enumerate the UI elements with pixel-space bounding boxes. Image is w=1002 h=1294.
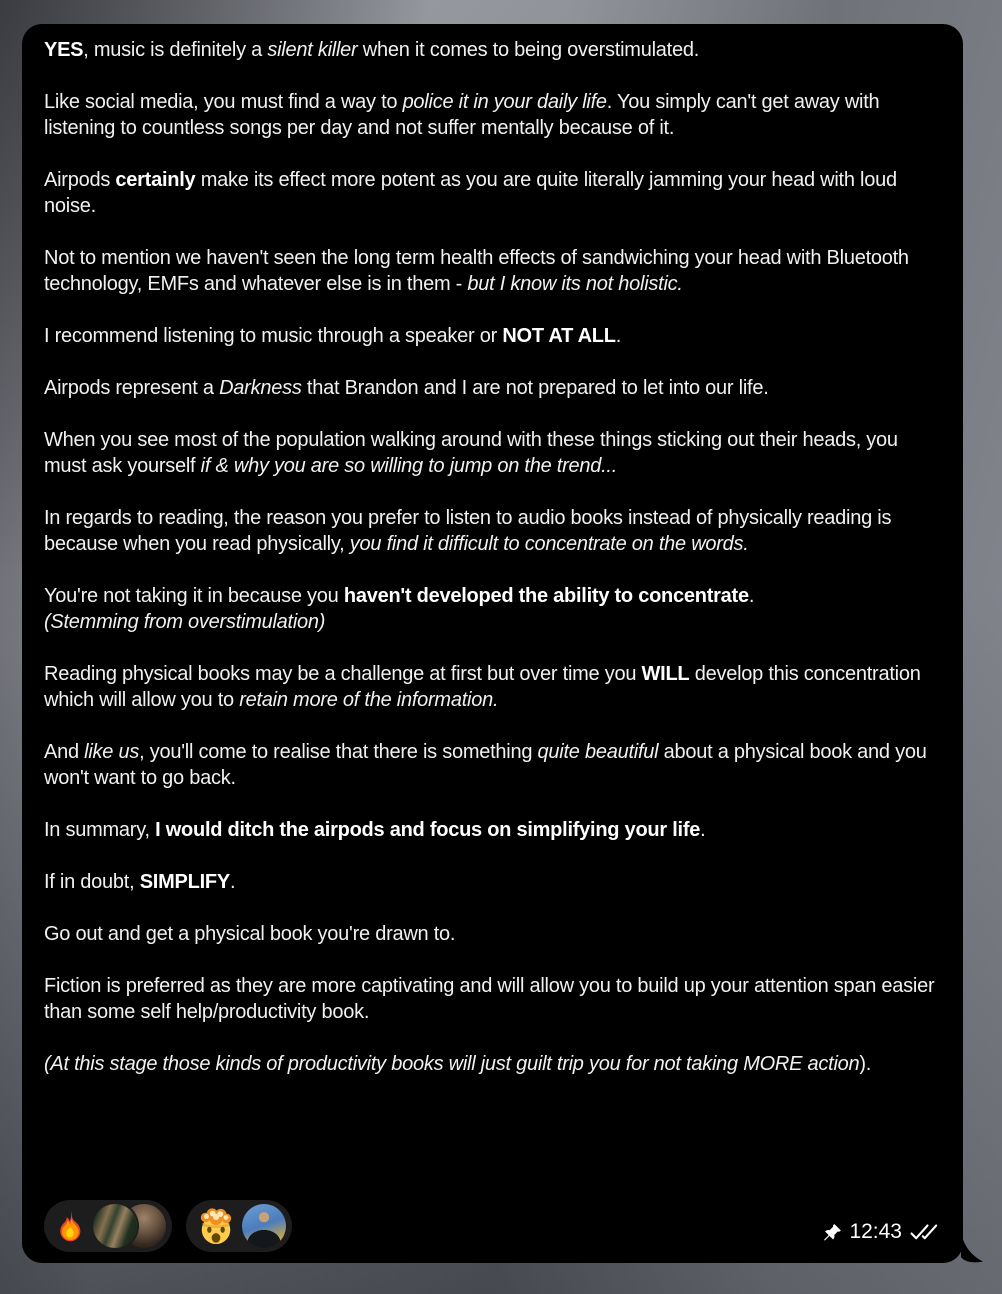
reactor-avatar-group-photo — [93, 1204, 137, 1248]
message-paragraph: Reading physical books may be a challenge at first but over time you WILL develop this concentration which will allow you to retain more of the information. — [44, 663, 921, 711]
timestamp: 12:43 — [849, 1220, 902, 1243]
message-paragraph: When you see most of the population walking around with these things sticking out their heads, you must ask yourself if & why you are so willing to jump on the trend... — [44, 429, 898, 477]
message-paragraph: Go out and get a physical book you're drawn to. — [44, 923, 456, 945]
message-bubble[interactable] — [22, 24, 963, 1263]
bubble-tail — [961, 1233, 983, 1263]
reaction-avatars — [93, 1204, 166, 1248]
message-paragraph: (At this stage those kinds of productivity books will just guilt trip you for not taking MORE action). — [44, 1053, 872, 1075]
message-paragraph: In regards to reading, the reason you prefer to listen to audio books instead of physically reading is because when you read physically, you find it difficult to concentrate on the words. — [44, 507, 892, 555]
message-paragraph: Airpods certainly make its effect more potent as you are quite literally jamming your head with loud noise. — [44, 169, 897, 217]
message-paragraph: Airpods represent a Darkness that Brandon and I are not prepared to let into our life. — [44, 377, 769, 399]
reactor-avatar-man-blue-photo — [242, 1204, 286, 1248]
reaction-fire[interactable] — [44, 1200, 172, 1252]
read-receipt-double-check-icon — [909, 1223, 939, 1241]
message-paragraph: YES, music is definitely a silent killer when it comes to being overstimulated. — [44, 39, 700, 61]
message-paragraph: Like social media, you must find a way to police it in your daily life. You simply can't get away with listening to countless songs per day and not suffer mentally because of it. — [44, 91, 880, 139]
fire-icon — [55, 1209, 86, 1244]
message-text — [44, 37, 941, 1077]
message-paragraph: And like us, you'll come to realise that there is something quite beautiful about a physical book and you won't want to go back. — [44, 741, 927, 789]
message-meta — [823, 1220, 941, 1252]
reaction-mind-blown[interactable] — [186, 1200, 292, 1252]
message-paragraph: Fiction is preferred as they are more captivating and will allow you to build up your attention span easier than some self help/productivity book. — [44, 975, 935, 1023]
message-footer — [44, 1200, 941, 1252]
message-paragraph: Not to mention we haven't seen the long term health effects of sandwiching your head with Bluetooth technology, EMFs and whatever else is in them - but I know its not holistic. — [44, 247, 909, 295]
message-paragraph: If in doubt, SIMPLIFY. — [44, 871, 236, 893]
pinned-icon — [823, 1223, 842, 1242]
exploding-head-icon — [197, 1207, 235, 1245]
reaction-avatars — [242, 1204, 286, 1248]
reactions-row — [44, 1200, 292, 1252]
message-paragraph: I recommend listening to music through a speaker or NOT AT ALL. — [44, 325, 622, 347]
message-paragraph: You're not taking it in because you haven't developed the ability to concentrate. (Stemming from overstimulation) — [44, 585, 755, 633]
message-paragraph: In summary, I would ditch the airpods and focus on simplifying your life. — [44, 819, 706, 841]
